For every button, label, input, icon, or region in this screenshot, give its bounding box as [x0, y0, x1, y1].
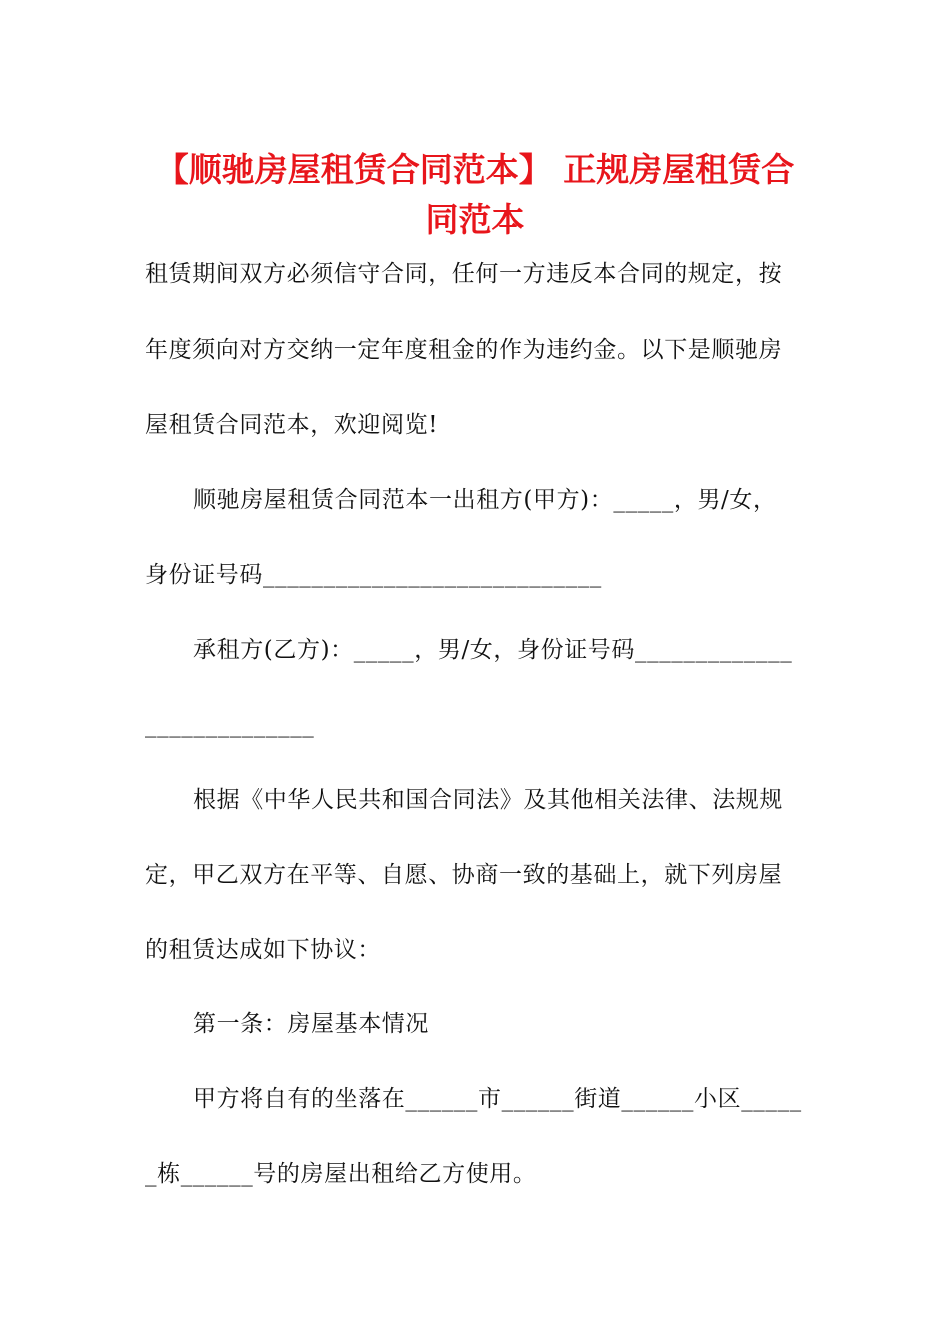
document-title-line-2: 同范本	[425, 200, 525, 239]
lessor-id-line: 身份证号码____________________________	[145, 562, 602, 588]
intro-line-2: 年度须向对方交纳一定年度租金的作为违约金。以下是顺驰房	[145, 337, 783, 363]
lessee-line: 承租方(乙方)：_____，男/女，身份证号码_____________	[193, 637, 793, 663]
lessee-id-continuation: ______________	[145, 712, 315, 738]
lessor-line: 顺驰房屋租赁合同范本一出租方(甲方)：_____，男/女，	[193, 487, 777, 513]
article-1-line-2: _栋______号的房屋出租给乙方使用。	[145, 1161, 537, 1187]
document-title-line-1: 【顺驰房屋租赁合同范本】 正规房屋租赁合	[155, 150, 795, 189]
basis-line-2: 定，甲乙双方在平等、自愿、协商一致的基础上，就下列房屋	[145, 862, 783, 888]
article-1-heading: 第一条：房屋基本情况	[193, 1011, 429, 1037]
intro-line-3: 屋租赁合同范本，欢迎阅览!	[145, 412, 439, 438]
basis-line-3: 的租赁达成如下协议：	[145, 937, 381, 963]
basis-line-1: 根据《中华人民共和国合同法》及其他相关法律、法规规	[193, 787, 783, 813]
article-1-line-1: 甲方将自有的坐落在______市______街道______小区_____	[193, 1086, 802, 1112]
intro-line-1: 租赁期间双方必须信守合同，任何一方违反本合同的规定，按	[145, 261, 783, 287]
